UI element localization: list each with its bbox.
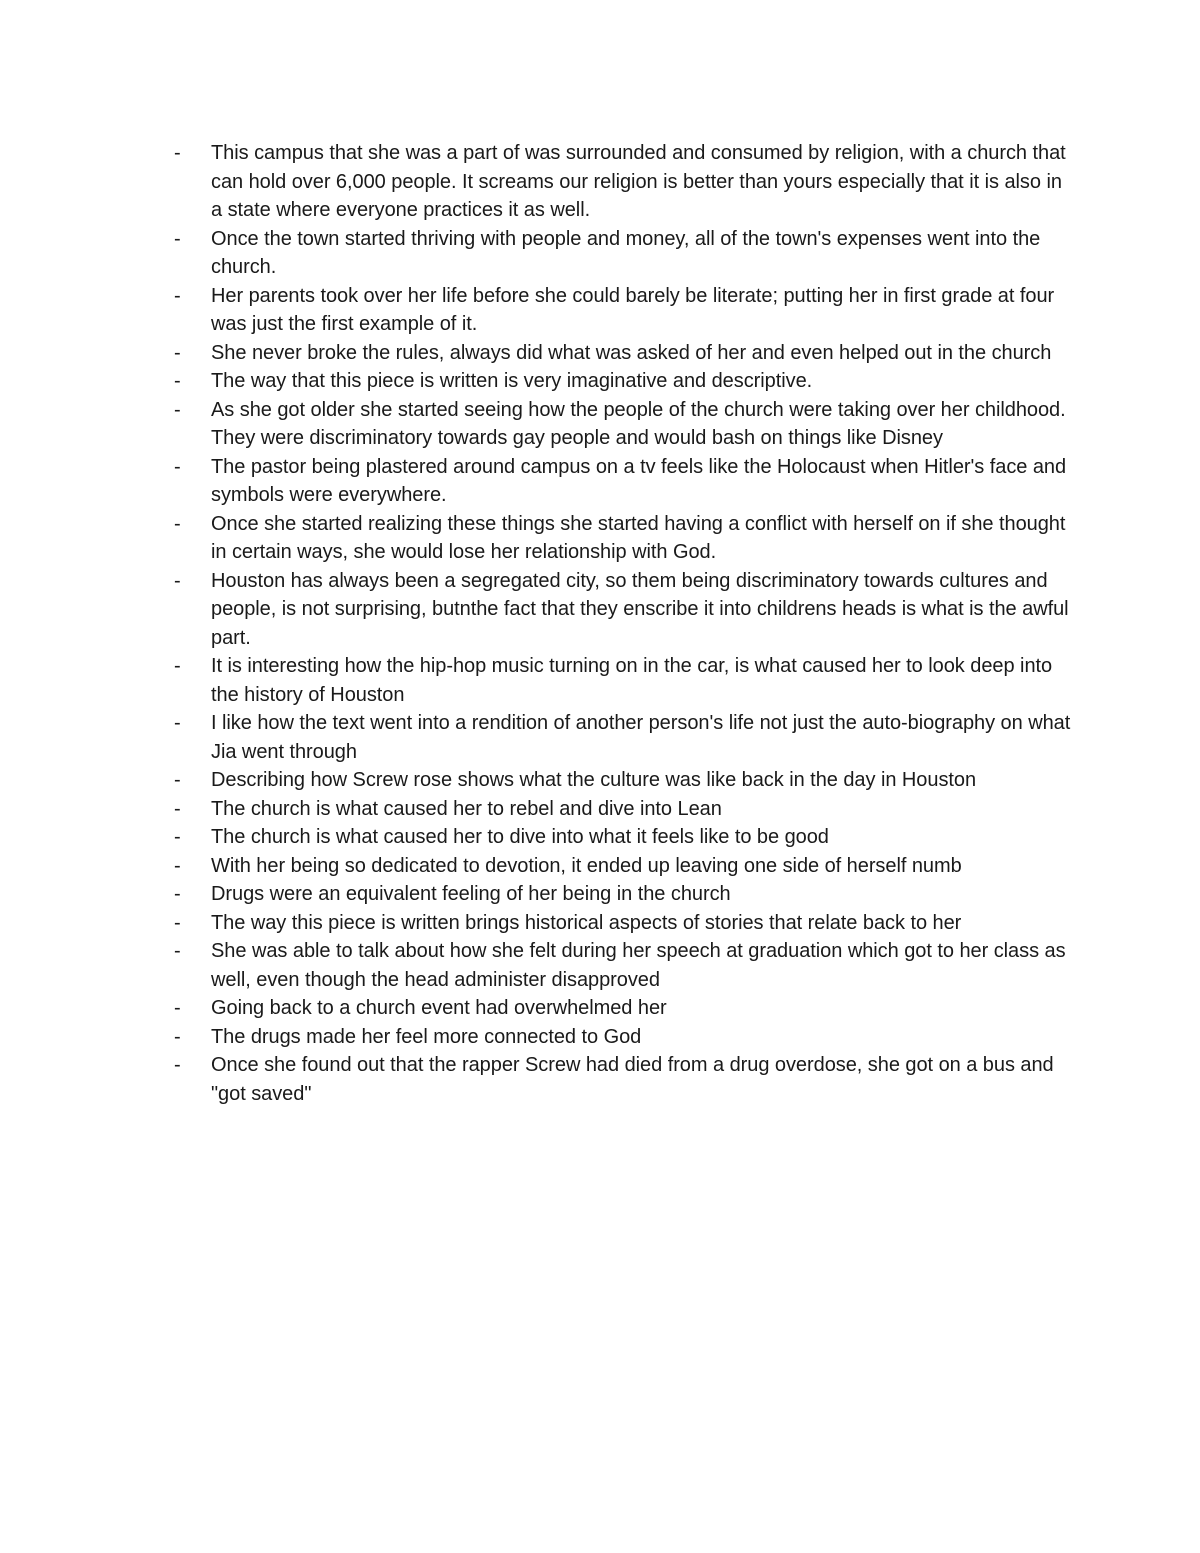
note-text: Describing how Screw rose shows what the culture was like back in the day in Houston <box>211 769 977 791</box>
list-item <box>172 139 1072 225</box>
bullet-dash: - <box>174 826 181 848</box>
note-text: Her parents took over her life before she could barely be literate; putting her in first grade at four was just the first example of it. <box>211 284 1055 335</box>
bullet-dash: - <box>174 370 181 392</box>
note-text: The church is what caused her to rebel and dive into Lean <box>211 797 722 820</box>
bullet-dash: - <box>174 341 181 364</box>
bullet-dash: - <box>174 854 181 877</box>
note-text: She never broke the rules, always did what was asked of her and even helped out in the church <box>211 341 1052 364</box>
note-text: Once she found out that the rapper Screw had died from a drug overdose, she got on a bus and "got saved" <box>211 1054 1054 1105</box>
list-item <box>172 880 1072 909</box>
note-text: The drugs made her feel more connected to God <box>211 1025 642 1048</box>
note-text: Going back to a church event had overwhelmed her <box>211 997 667 1019</box>
note-text: Drugs were an equivalent feeling of her being in the church <box>211 883 731 905</box>
list-item <box>172 225 1072 282</box>
note-text: The way this piece is written brings historical aspects of stories that relate back to her <box>211 911 962 934</box>
note-text: As she got older she started seeing how the people of the church were taking over her childhood. They were discriminatory towards gay people and would bash on things like Disney <box>211 398 1066 449</box>
bullet-dash: - <box>174 398 181 421</box>
bullet-dash: - <box>174 227 181 250</box>
list-item <box>172 510 1072 567</box>
bullet-dash: - <box>174 455 181 478</box>
list-item <box>172 282 1072 339</box>
bullet-dash: - <box>174 769 181 791</box>
note-text: Houston has always been a segregated city, so them being discriminatory towards cultures and people, is not surprising, butnthe fact that they enscribe it into childrens heads is what is the awful part. <box>211 569 1069 649</box>
list-item <box>172 1023 1072 1052</box>
list-item <box>172 766 1072 795</box>
note-text: The pastor being plastered around campus on a tv feels like the Holocaust when Hitler's face and symbols were everywhere. <box>211 455 1067 506</box>
bullet-dash: - <box>174 1025 181 1048</box>
list-item <box>172 1051 1072 1108</box>
notes-list <box>172 139 1072 1108</box>
note-text: Once she started realizing these things she started having a conflict with herself on if she thought in certain ways, she would lose her relationship with God. <box>211 512 1066 563</box>
list-item <box>172 339 1072 368</box>
bullet-dash: - <box>174 712 181 734</box>
bullet-dash: - <box>174 797 181 820</box>
list-item <box>172 652 1072 709</box>
list-item <box>172 567 1072 653</box>
list-item <box>172 795 1072 824</box>
list-item <box>172 994 1072 1023</box>
bullet-dash: - <box>174 142 181 164</box>
bullet-dash: - <box>174 569 181 592</box>
note-text: The way that this piece is written is very imaginative and descriptive. <box>211 370 813 392</box>
list-item <box>172 453 1072 510</box>
note-text: It is interesting how the hip-hop music turning on in the car, is what caused her to look deep into the history of Houston <box>211 655 1053 706</box>
note-text: She was able to talk about how she felt during her speech at graduation which got to her class as well, even though the head administer disapproved <box>211 940 1066 991</box>
list-item <box>172 909 1072 938</box>
bullet-dash: - <box>174 997 181 1019</box>
note-text: With her being so dedicated to devotion, it ended up leaving one side of herself numb <box>211 854 962 877</box>
bullet-dash: - <box>174 1054 181 1076</box>
list-item <box>172 709 1072 766</box>
bullet-dash: - <box>174 911 181 934</box>
note-text: I like how the text went into a rendition of another person's life not just the auto-biography on what Jia went through <box>211 712 1071 763</box>
note-text: The church is what caused her to dive into what it feels like to be good <box>211 826 829 848</box>
bullet-dash: - <box>174 883 181 905</box>
list-item <box>172 937 1072 994</box>
note-text: Once the town started thriving with people and money, all of the town's expenses went into the church. <box>211 227 1041 278</box>
bullet-dash: - <box>174 512 181 535</box>
bullet-dash: - <box>174 940 181 962</box>
bullet-dash: - <box>174 655 181 677</box>
list-item <box>172 367 1072 396</box>
list-item <box>172 823 1072 852</box>
list-item <box>172 852 1072 881</box>
list-item <box>172 396 1072 453</box>
bullet-dash: - <box>174 284 181 307</box>
note-text: This campus that she was a part of was surrounded and consumed by religion, with a church that can hold over 6,000 people. It screams our religion is better than yours especially that it is also in a state where everyone practices it as well. <box>211 142 1066 221</box>
